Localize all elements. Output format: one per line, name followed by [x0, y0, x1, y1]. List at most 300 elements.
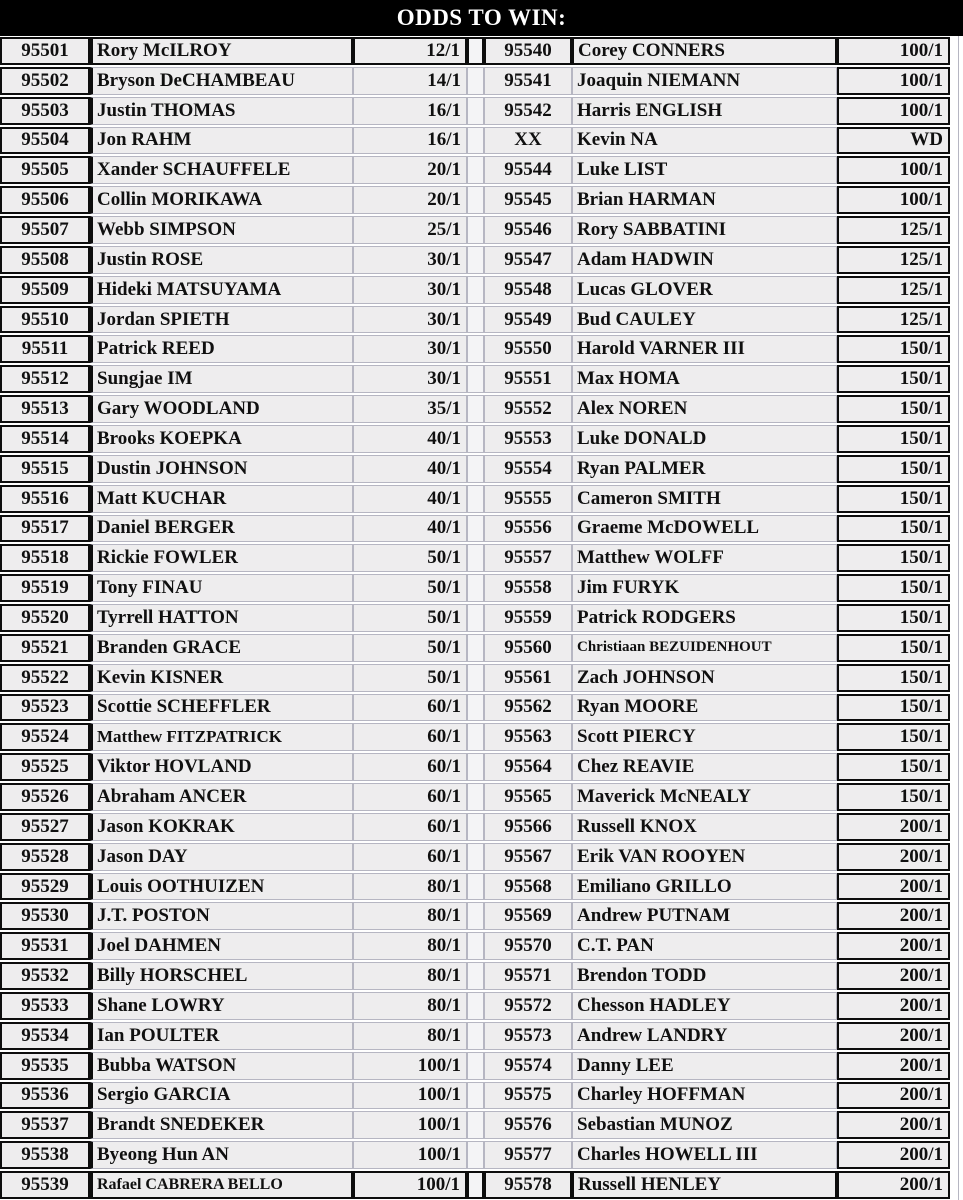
- entry-number: 95542: [484, 97, 572, 125]
- column-gap: [467, 156, 484, 184]
- table-row: [0, 812, 950, 842]
- player-name: Brian HARMAN: [572, 186, 837, 214]
- odds-value: 30/1: [353, 246, 467, 274]
- odds-value: 200/1: [837, 1082, 950, 1110]
- table-row: [0, 603, 950, 633]
- table-row: [0, 1170, 950, 1200]
- entry-number: 95575: [484, 1082, 572, 1110]
- column-gap: [467, 1052, 484, 1080]
- player-name: Andrew LANDRY: [572, 1022, 837, 1050]
- odds-value: 200/1: [837, 992, 950, 1020]
- sheet-header: [0, 0, 963, 36]
- page-title: ODDS TO WIN:: [396, 5, 567, 30]
- odds-value: 60/1: [353, 694, 467, 722]
- column-gap: [467, 723, 484, 751]
- odds-value: 150/1: [837, 485, 950, 513]
- odds-value: 40/1: [353, 485, 467, 513]
- player-name: Joel DAHMEN: [90, 932, 353, 960]
- odds-value: 200/1: [837, 873, 950, 901]
- odds-value: 80/1: [353, 1022, 467, 1050]
- entry-number: 95519: [0, 574, 90, 602]
- column-gap: [467, 97, 484, 125]
- entry-number: 95571: [484, 962, 572, 990]
- entry-number: 95521: [0, 634, 90, 662]
- player-name: Scottie SCHEFFLER: [90, 694, 353, 722]
- entry-number: 95523: [0, 694, 90, 722]
- odds-value: 200/1: [837, 1052, 950, 1080]
- odds-value: 150/1: [837, 365, 950, 393]
- odds-value: 80/1: [353, 962, 467, 990]
- odds-table: [0, 36, 950, 1200]
- table-row: [0, 66, 950, 96]
- odds-value: 80/1: [353, 873, 467, 901]
- player-name: Danny LEE: [572, 1052, 837, 1080]
- odds-value: 150/1: [837, 753, 950, 781]
- player-name: Bubba WATSON: [90, 1052, 353, 1080]
- table-row: [0, 36, 950, 66]
- odds-value: 125/1: [837, 246, 950, 274]
- odds-value: 100/1: [837, 186, 950, 214]
- odds-value: 14/1: [353, 67, 467, 95]
- column-gap: [467, 425, 484, 453]
- player-name: Graeme McDOWELL: [572, 515, 837, 543]
- odds-value: 30/1: [353, 365, 467, 393]
- entry-number: 95505: [0, 156, 90, 184]
- odds-value: 40/1: [353, 515, 467, 543]
- column-gap: [467, 813, 484, 841]
- table-row: [0, 334, 950, 364]
- odds-value: 150/1: [837, 395, 950, 423]
- table-row: [0, 1110, 950, 1140]
- player-name: Patrick RODGERS: [572, 604, 837, 632]
- odds-value: 100/1: [837, 67, 950, 95]
- entry-number: 95545: [484, 186, 572, 214]
- entry-number: 95527: [0, 813, 90, 841]
- odds-value: 200/1: [837, 932, 950, 960]
- column-gap: [467, 216, 484, 244]
- column-gap: [467, 544, 484, 572]
- odds-value: 100/1: [353, 1141, 467, 1169]
- column-gap: [467, 902, 484, 930]
- table-row: [0, 931, 950, 961]
- entry-number: 95558: [484, 574, 572, 602]
- entry-number: 95560: [484, 634, 572, 662]
- table-row: [0, 245, 950, 275]
- column-gap: [467, 335, 484, 363]
- column-gap: [467, 574, 484, 602]
- player-name: Kevin KISNER: [90, 664, 353, 692]
- column-gap: [467, 365, 484, 393]
- player-name: Maverick McNEALY: [572, 783, 837, 811]
- odds-value: 200/1: [837, 1171, 950, 1199]
- entry-number: 95507: [0, 216, 90, 244]
- entry-number: 95531: [0, 932, 90, 960]
- player-name: Shane LOWRY: [90, 992, 353, 1020]
- player-name: Justin ROSE: [90, 246, 353, 274]
- player-name: Chesson HADLEY: [572, 992, 837, 1020]
- player-name: Alex NOREN: [572, 395, 837, 423]
- entry-number: 95529: [0, 873, 90, 901]
- player-name: Charley HOFFMAN: [572, 1082, 837, 1110]
- odds-value: 100/1: [837, 156, 950, 184]
- column-gap: [467, 843, 484, 871]
- column-gap: [467, 455, 484, 483]
- player-name: Jordan SPIETH: [90, 306, 353, 334]
- table-row: [0, 155, 950, 185]
- odds-value: 100/1: [353, 1111, 467, 1139]
- column-gap: [467, 873, 484, 901]
- odds-value: 80/1: [353, 992, 467, 1020]
- entry-number: 95578: [484, 1171, 572, 1199]
- table-row: [0, 901, 950, 931]
- entry-number: 95547: [484, 246, 572, 274]
- entry-number: 95514: [0, 425, 90, 453]
- table-row: [0, 991, 950, 1021]
- entry-number: 95541: [484, 67, 572, 95]
- entry-number: 95564: [484, 753, 572, 781]
- table-row: [0, 543, 950, 573]
- column-gap: [467, 1111, 484, 1139]
- player-name: Jason DAY: [90, 843, 353, 871]
- column-gap: [467, 1171, 484, 1199]
- odds-value: 50/1: [353, 544, 467, 572]
- entry-number: 95574: [484, 1052, 572, 1080]
- table-row: [0, 394, 950, 424]
- odds-value: 16/1: [353, 127, 467, 155]
- entry-number: 95535: [0, 1052, 90, 1080]
- odds-value: 30/1: [353, 306, 467, 334]
- table-row: [0, 424, 950, 454]
- player-name: Daniel BERGER: [90, 515, 353, 543]
- odds-value: 150/1: [837, 783, 950, 811]
- column-gap: [467, 395, 484, 423]
- player-name: Matthew WOLFF: [572, 544, 837, 572]
- player-name: Gary WOODLAND: [90, 395, 353, 423]
- entry-number: 95503: [0, 97, 90, 125]
- entry-number: 95504: [0, 127, 90, 155]
- odds-value: 200/1: [837, 1141, 950, 1169]
- player-name: Adam HADWIN: [572, 246, 837, 274]
- odds-value: 150/1: [837, 664, 950, 692]
- player-name: Bud CAULEY: [572, 306, 837, 334]
- entry-number: 95563: [484, 723, 572, 751]
- player-name: Billy HORSCHEL: [90, 962, 353, 990]
- right-edge-rule: [958, 36, 959, 1200]
- table-row: [0, 484, 950, 514]
- entry-number: 95516: [0, 485, 90, 513]
- entry-number: 95553: [484, 425, 572, 453]
- entry-number: 95515: [0, 455, 90, 483]
- table-row: [0, 842, 950, 872]
- entry-number: 95555: [484, 485, 572, 513]
- player-name: Bryson DeCHAMBEAU: [90, 67, 353, 95]
- player-name: Brendon TODD: [572, 962, 837, 990]
- column-gap: [467, 1022, 484, 1050]
- entry-number: 95573: [484, 1022, 572, 1050]
- player-name: Ryan MOORE: [572, 694, 837, 722]
- odds-value: 150/1: [837, 515, 950, 543]
- player-name: Sebastian MUNOZ: [572, 1111, 837, 1139]
- table-row: [0, 514, 950, 544]
- player-name: C.T. PAN: [572, 932, 837, 960]
- table-row: [0, 126, 950, 156]
- odds-value: 80/1: [353, 902, 467, 930]
- entry-number: 95576: [484, 1111, 572, 1139]
- entry-number: 95557: [484, 544, 572, 572]
- entry-number: 95550: [484, 335, 572, 363]
- table-row: [0, 96, 950, 126]
- player-name: Tyrrell HATTON: [90, 604, 353, 632]
- player-name: Louis OOTHUIZEN: [90, 873, 353, 901]
- table-row: [0, 1021, 950, 1051]
- entry-number: 95522: [0, 664, 90, 692]
- odds-value: 80/1: [353, 932, 467, 960]
- player-name: Scott PIERCY: [572, 723, 837, 751]
- player-name: J.T. POSTON: [90, 902, 353, 930]
- player-name: Andrew PUTNAM: [572, 902, 837, 930]
- entry-number: 95525: [0, 753, 90, 781]
- column-gap: [467, 634, 484, 662]
- column-gap: [467, 276, 484, 304]
- column-gap: [467, 664, 484, 692]
- odds-value: 20/1: [353, 186, 467, 214]
- odds-value: 20/1: [353, 156, 467, 184]
- odds-value: 200/1: [837, 843, 950, 871]
- player-name: Rickie FOWLER: [90, 544, 353, 572]
- table-row: [0, 215, 950, 245]
- entry-number: 95509: [0, 276, 90, 304]
- odds-value: 150/1: [837, 723, 950, 751]
- player-name: Sergio GARCIA: [90, 1082, 353, 1110]
- column-gap: [467, 127, 484, 155]
- entry-number: 95533: [0, 992, 90, 1020]
- player-name: Sungjae IM: [90, 365, 353, 393]
- odds-value: 100/1: [353, 1171, 467, 1199]
- player-name: Russell KNOX: [572, 813, 837, 841]
- entry-number: 95518: [0, 544, 90, 572]
- player-name: Lucas GLOVER: [572, 276, 837, 304]
- player-name: Joaquin NIEMANN: [572, 67, 837, 95]
- entry-number: 95520: [0, 604, 90, 632]
- player-name: Emiliano GRILLO: [572, 873, 837, 901]
- player-name: Harris ENGLISH: [572, 97, 837, 125]
- entry-number: 95538: [0, 1141, 90, 1169]
- entry-number: 95559: [484, 604, 572, 632]
- player-name: Jason KOKRAK: [90, 813, 353, 841]
- odds-value: 125/1: [837, 216, 950, 244]
- table-row: [0, 1081, 950, 1111]
- odds-value: 150/1: [837, 574, 950, 602]
- entry-number: 95539: [0, 1171, 90, 1199]
- column-gap: [467, 604, 484, 632]
- entry-number: 95544: [484, 156, 572, 184]
- column-gap: [467, 67, 484, 95]
- entry-number: 95511: [0, 335, 90, 363]
- odds-value: 150/1: [837, 425, 950, 453]
- odds-value: 150/1: [837, 694, 950, 722]
- entry-number: 95530: [0, 902, 90, 930]
- player-name: Max HOMA: [572, 365, 837, 393]
- odds-value: 50/1: [353, 574, 467, 602]
- table-row: [0, 454, 950, 484]
- entry-number: 95548: [484, 276, 572, 304]
- player-name: Zach JOHNSON: [572, 664, 837, 692]
- odds-value: 100/1: [353, 1052, 467, 1080]
- player-name: Harold VARNER III: [572, 335, 837, 363]
- player-name: Russell HENLEY: [572, 1171, 837, 1199]
- player-name: Ian POULTER: [90, 1022, 353, 1050]
- odds-value: 200/1: [837, 813, 950, 841]
- column-gap: [467, 783, 484, 811]
- table-row: [0, 185, 950, 215]
- table-row: [0, 1140, 950, 1170]
- odds-value: 12/1: [353, 37, 467, 65]
- odds-value: 60/1: [353, 753, 467, 781]
- odds-value: 50/1: [353, 664, 467, 692]
- entry-number: 95546: [484, 216, 572, 244]
- odds-value: 200/1: [837, 1111, 950, 1139]
- entry-number: 95565: [484, 783, 572, 811]
- player-name: Hideki MATSUYAMA: [90, 276, 353, 304]
- table-row: [0, 663, 950, 693]
- column-gap: [467, 1082, 484, 1110]
- odds-value: 40/1: [353, 455, 467, 483]
- player-name: Xander SCHAUFFELE: [90, 156, 353, 184]
- entry-number: 95572: [484, 992, 572, 1020]
- column-gap: [467, 37, 484, 65]
- player-name: Matthew FITZPATRICK: [90, 723, 353, 751]
- odds-value: 125/1: [837, 306, 950, 334]
- entry-number: 95536: [0, 1082, 90, 1110]
- player-name: Viktor HOVLAND: [90, 753, 353, 781]
- player-name: Rafael CABRERA BELLO: [90, 1171, 353, 1199]
- column-gap: [467, 246, 484, 274]
- odds-value: 30/1: [353, 335, 467, 363]
- player-name: Jon RAHM: [90, 127, 353, 155]
- entry-number: 95526: [0, 783, 90, 811]
- entry-number: 95510: [0, 306, 90, 334]
- column-gap: [467, 306, 484, 334]
- entry-number: 95567: [484, 843, 572, 871]
- entry-number: 95513: [0, 395, 90, 423]
- entry-number: 95554: [484, 455, 572, 483]
- odds-value: 200/1: [837, 902, 950, 930]
- entry-number: 95540: [484, 37, 572, 65]
- entry-number: 95524: [0, 723, 90, 751]
- entry-number: 95537: [0, 1111, 90, 1139]
- entry-number: 95551: [484, 365, 572, 393]
- column-gap: [467, 932, 484, 960]
- table-row: [0, 633, 950, 663]
- player-name: Cameron SMITH: [572, 485, 837, 513]
- player-name: Justin THOMAS: [90, 97, 353, 125]
- entry-number: 95566: [484, 813, 572, 841]
- odds-value: 100/1: [837, 97, 950, 125]
- column-gap: [467, 992, 484, 1020]
- entry-number: 95569: [484, 902, 572, 930]
- entry-number: 95577: [484, 1141, 572, 1169]
- table-row: [0, 722, 950, 752]
- odds-value: 60/1: [353, 843, 467, 871]
- player-name: Erik VAN ROOYEN: [572, 843, 837, 871]
- odds-value: 200/1: [837, 962, 950, 990]
- entry-number: 95534: [0, 1022, 90, 1050]
- column-gap: [467, 1141, 484, 1169]
- table-row: [0, 782, 950, 812]
- player-name: Matt KUCHAR: [90, 485, 353, 513]
- odds-value: 125/1: [837, 276, 950, 304]
- entry-number: 95552: [484, 395, 572, 423]
- entry-number: 95512: [0, 365, 90, 393]
- entry-number: 95506: [0, 186, 90, 214]
- odds-value: 60/1: [353, 783, 467, 811]
- player-name: Brooks KOEPKA: [90, 425, 353, 453]
- player-name: Jim FURYK: [572, 574, 837, 602]
- odds-value: 50/1: [353, 604, 467, 632]
- odds-value: 150/1: [837, 544, 950, 572]
- entry-number: 95501: [0, 37, 90, 65]
- odds-value: 60/1: [353, 723, 467, 751]
- player-name: Patrick REED: [90, 335, 353, 363]
- player-name: Byeong Hun AN: [90, 1141, 353, 1169]
- player-name: Luke DONALD: [572, 425, 837, 453]
- entry-number: 95549: [484, 306, 572, 334]
- column-gap: [467, 515, 484, 543]
- odds-value: 100/1: [837, 37, 950, 65]
- entry-number: 95561: [484, 664, 572, 692]
- entry-number: 95556: [484, 515, 572, 543]
- player-name: Kevin NA: [572, 127, 837, 155]
- odds-value: 200/1: [837, 1022, 950, 1050]
- player-name: Webb SIMPSON: [90, 216, 353, 244]
- entry-number: XX: [484, 127, 572, 155]
- odds-value: 40/1: [353, 425, 467, 453]
- table-row: [0, 364, 950, 394]
- table-row: [0, 275, 950, 305]
- odds-value: WD: [837, 127, 950, 155]
- player-name: Collin MORIKAWA: [90, 186, 353, 214]
- table-row: [0, 752, 950, 782]
- player-name: Abraham ANCER: [90, 783, 353, 811]
- table-row: [0, 1051, 950, 1081]
- entry-number: 95562: [484, 694, 572, 722]
- odds-value: 150/1: [837, 455, 950, 483]
- odds-value: 25/1: [353, 216, 467, 244]
- player-name: Rory McILROY: [90, 37, 353, 65]
- entry-number: 95568: [484, 873, 572, 901]
- entry-number: 95528: [0, 843, 90, 871]
- odds-value: 150/1: [837, 604, 950, 632]
- entry-number: 95508: [0, 246, 90, 274]
- player-name: Charles HOWELL III: [572, 1141, 837, 1169]
- odds-value: 100/1: [353, 1082, 467, 1110]
- column-gap: [467, 753, 484, 781]
- column-gap: [467, 485, 484, 513]
- column-gap: [467, 186, 484, 214]
- column-gap: [467, 962, 484, 990]
- player-name: Corey CONNERS: [572, 37, 837, 65]
- player-name: Brandt SNEDEKER: [90, 1111, 353, 1139]
- player-name: Chez REAVIE: [572, 753, 837, 781]
- player-name: Branden GRACE: [90, 634, 353, 662]
- odds-value: 150/1: [837, 634, 950, 662]
- table-row: [0, 305, 950, 335]
- table-row: [0, 573, 950, 603]
- odds-value: 16/1: [353, 97, 467, 125]
- entry-number: 95502: [0, 67, 90, 95]
- odds-value: 150/1: [837, 335, 950, 363]
- odds-value: 50/1: [353, 634, 467, 662]
